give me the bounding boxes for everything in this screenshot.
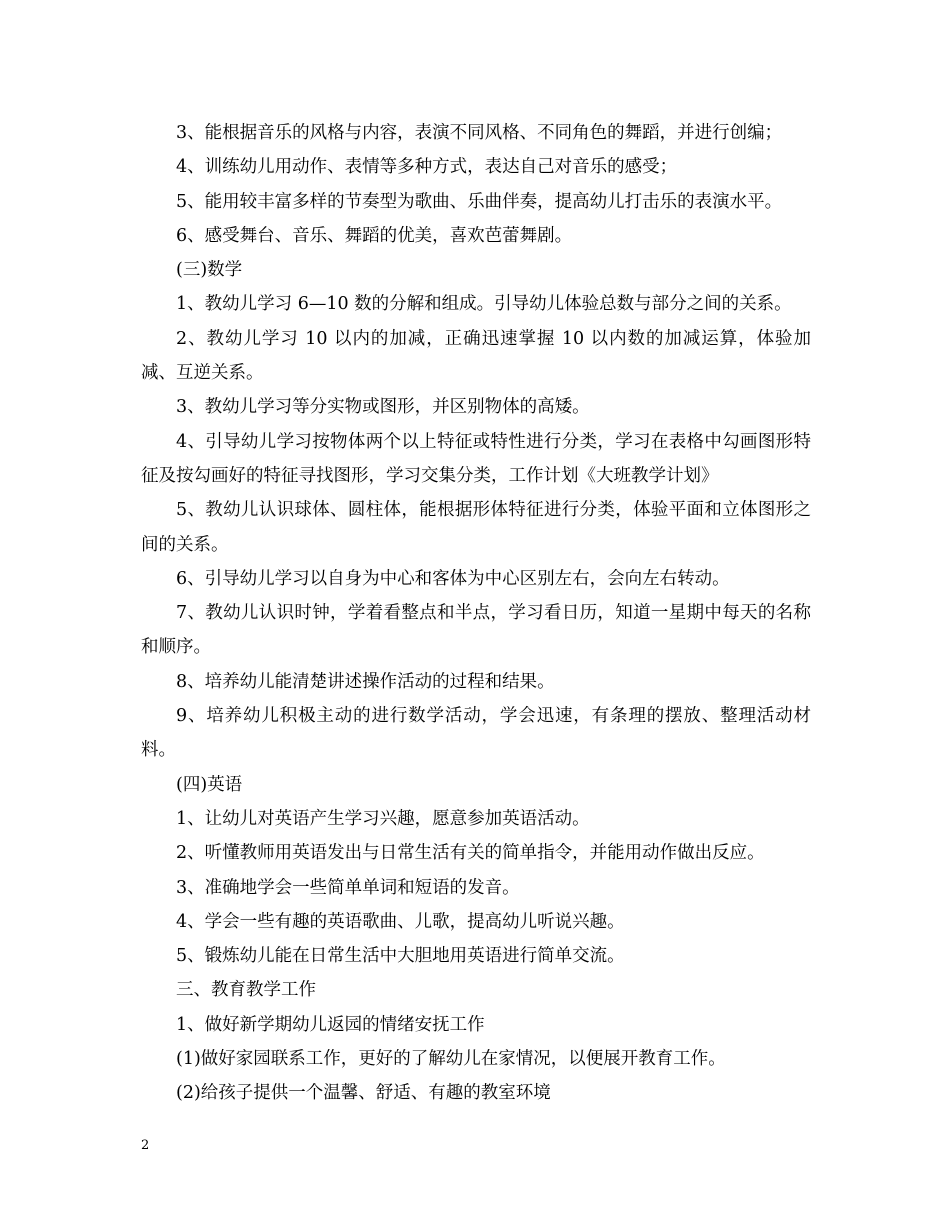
paragraph-math-3: 3、教幼儿学习等分实物或图形，并区别物体的高矮。 [176, 397, 590, 418]
paragraph-music-6: 6、感受舞台、音乐、舞蹈的优美，喜欢芭蕾舞剧。 [176, 225, 573, 246]
paragraph-english-5: 5、锻炼幼儿能在日常生活中大胆地用英语进行简单交流。 [176, 946, 625, 967]
paragraph-music-5: 5、能用较丰富多样的节奏型为歌曲、乐曲伴奏，提高幼儿打击乐的表演水平。 [176, 191, 783, 212]
paragraph-teaching-1: 1、做好新学期幼儿返园的情绪安抚工作 [176, 1014, 485, 1035]
paragraph-math-1: 1、教幼儿学习 6—10 数的分解和组成。引导幼儿体验总数与部分之间的关系。 [176, 294, 792, 315]
paragraph-teaching-1-1: (1)做好家园联系工作，更好的了解幼儿在家情况，以便展开教育工作。 [176, 1049, 726, 1070]
paragraph-math-6: 6、引导幼儿学习以自身为中心和客体为中心区别左右，会向左右转动。 [176, 568, 730, 589]
document-body [141, 116, 811, 1111]
section-heading-math: (三)数学 [176, 260, 243, 281]
paragraph-math-8: 8、培养幼儿能清楚讲述操作活动的过程和结果。 [176, 671, 555, 692]
section-heading-english: (四)英语 [176, 774, 243, 795]
paragraph-math-7: 7、教幼儿认识时钟，学着看整点和半点，学习看日历，知道一星期中每天的名称和顺序。 [141, 603, 811, 658]
paragraph-music-3: 3、能根据音乐的风格与内容，表演不同风格、不同角色的舞蹈，并进行创编； [176, 123, 783, 143]
paragraph-english-1: 1、让幼儿对英语产生学习兴趣，愿意参加英语活动。 [176, 808, 590, 829]
paragraph-english-4: 4、学会一些有趣的英语歌曲、儿歌，提高幼儿听说兴趣。 [176, 911, 625, 932]
paragraph-teaching-1-2: (2)给孩子提供一个温馨、舒适、有趣的教室环境 [176, 1083, 551, 1104]
paragraph-math-4: 4、引导幼儿学习按物体两个以上特征或特性进行分类，学习在表格中勾画图形特征及按勾画好的特征寻找图形，学习交集分类，工作计划《大班教学计划》 [141, 431, 811, 486]
paragraph-english-3: 3、准确地学会一些简单单词和短语的发音。 [176, 877, 520, 898]
page-number: 2 [141, 1138, 150, 1153]
paragraph-math-5: 5、教幼儿认识球体、圆柱体，能根据形体特征进行分类，体验平面和立体图形之间的关系。 [141, 500, 811, 555]
paragraph-music-4: 4、训练幼儿用动作、表情等多种方式，表达自己对音乐的感受； [176, 157, 678, 178]
paragraph-math-2: 2、教幼儿学习 10 以内的加减，正确迅速掌握 10 以内数的加减运算，体验加减、互逆关系。 [141, 328, 811, 384]
paragraph-english-2: 2、听懂教师用英语发出与日常生活有关的简单指令，并能用动作做出反应。 [176, 843, 765, 864]
paragraph-math-9: 9、培养幼儿积极主动的进行数学活动，学会迅速，有条理的摆放、整理活动材料。 [141, 706, 811, 761]
section-heading-teaching-work: 三、教育教学工作 [176, 980, 316, 1001]
